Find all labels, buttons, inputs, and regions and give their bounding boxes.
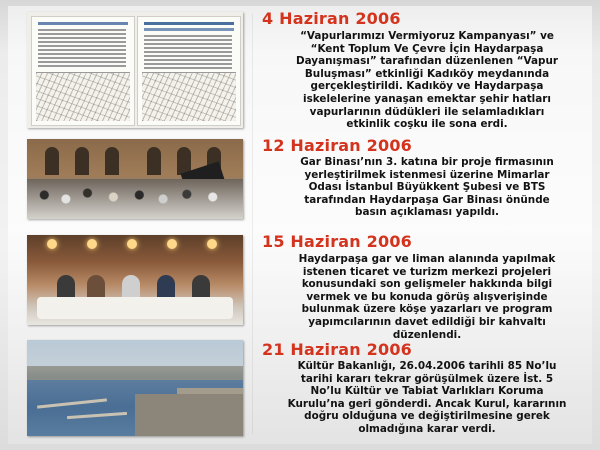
press-statement-photo <box>27 139 243 219</box>
entry-date-4: 21 Haziran 2006 <box>262 340 412 359</box>
entry-text-1: “Vapurlarımızı Vermiyoruz Kampanyası” ve “Kent Toplum Ve Çevre İçin Haydarpaşa Dayanışması” tarafından düzenlenen “Vapur Buluşması” etkinliği Kadıköy meydanında gerçekleştirildi. Kadıköy ve Haydarpaşa iskelelerine yanaşan emektar şehir hatları vapurlarının düdükleri ile selamladıkları etkinlik coşku ile sona erdi. <box>295 30 558 131</box>
entry-date-1: 4 Haziran 2006 <box>262 9 401 28</box>
aerial-harbor-photo <box>27 340 243 436</box>
booklet-left-page <box>31 16 135 126</box>
entry-date-3: 15 Haziran 2006 <box>262 232 412 251</box>
breakfast-meeting-photo <box>27 235 243 325</box>
booklet-right-page <box>137 16 241 126</box>
entry-text-2: Gar Binası’nın 3. katına bir proje firmasının yerleştirilmek istenmesi üzerine Mimarlar Odası İstanbul Büyükkent Şubesi ve BTS tarafından Haydarpaşa Gar Binası önünde basın açıklaması yapıldı. <box>300 156 554 219</box>
divider <box>252 14 253 434</box>
entry-date-2: 12 Haziran 2006 <box>262 136 412 155</box>
entry-text-4: Kültür Bakanlığı, 26.04.2006 tarihli 85 No’lu tarihi kararı tekrar görüşülmek üzere İst. 5 No’lu Kültür ve Tabiat Varlıkları Koruma Kurulu’na geri gönderdi. Ancak Kurul, kararının doğru olduğuna ve değiştirilmesine gerek olmadığına karar verdi. <box>287 360 567 435</box>
entry-text-3: Haydarpaşa gar ve liman alanında yapılmak istenen ticaret ve turizm merkezi projeleri konusundaki son gelişmeler hakkında bilgi vermek ve bu konuda görüş alışverişinde bulunmak üzere köşe yazarları ve program yapımcılarının davet edildiği bir kahvaltı düzenlendi. <box>298 253 556 341</box>
event-poster-photo <box>27 12 243 128</box>
